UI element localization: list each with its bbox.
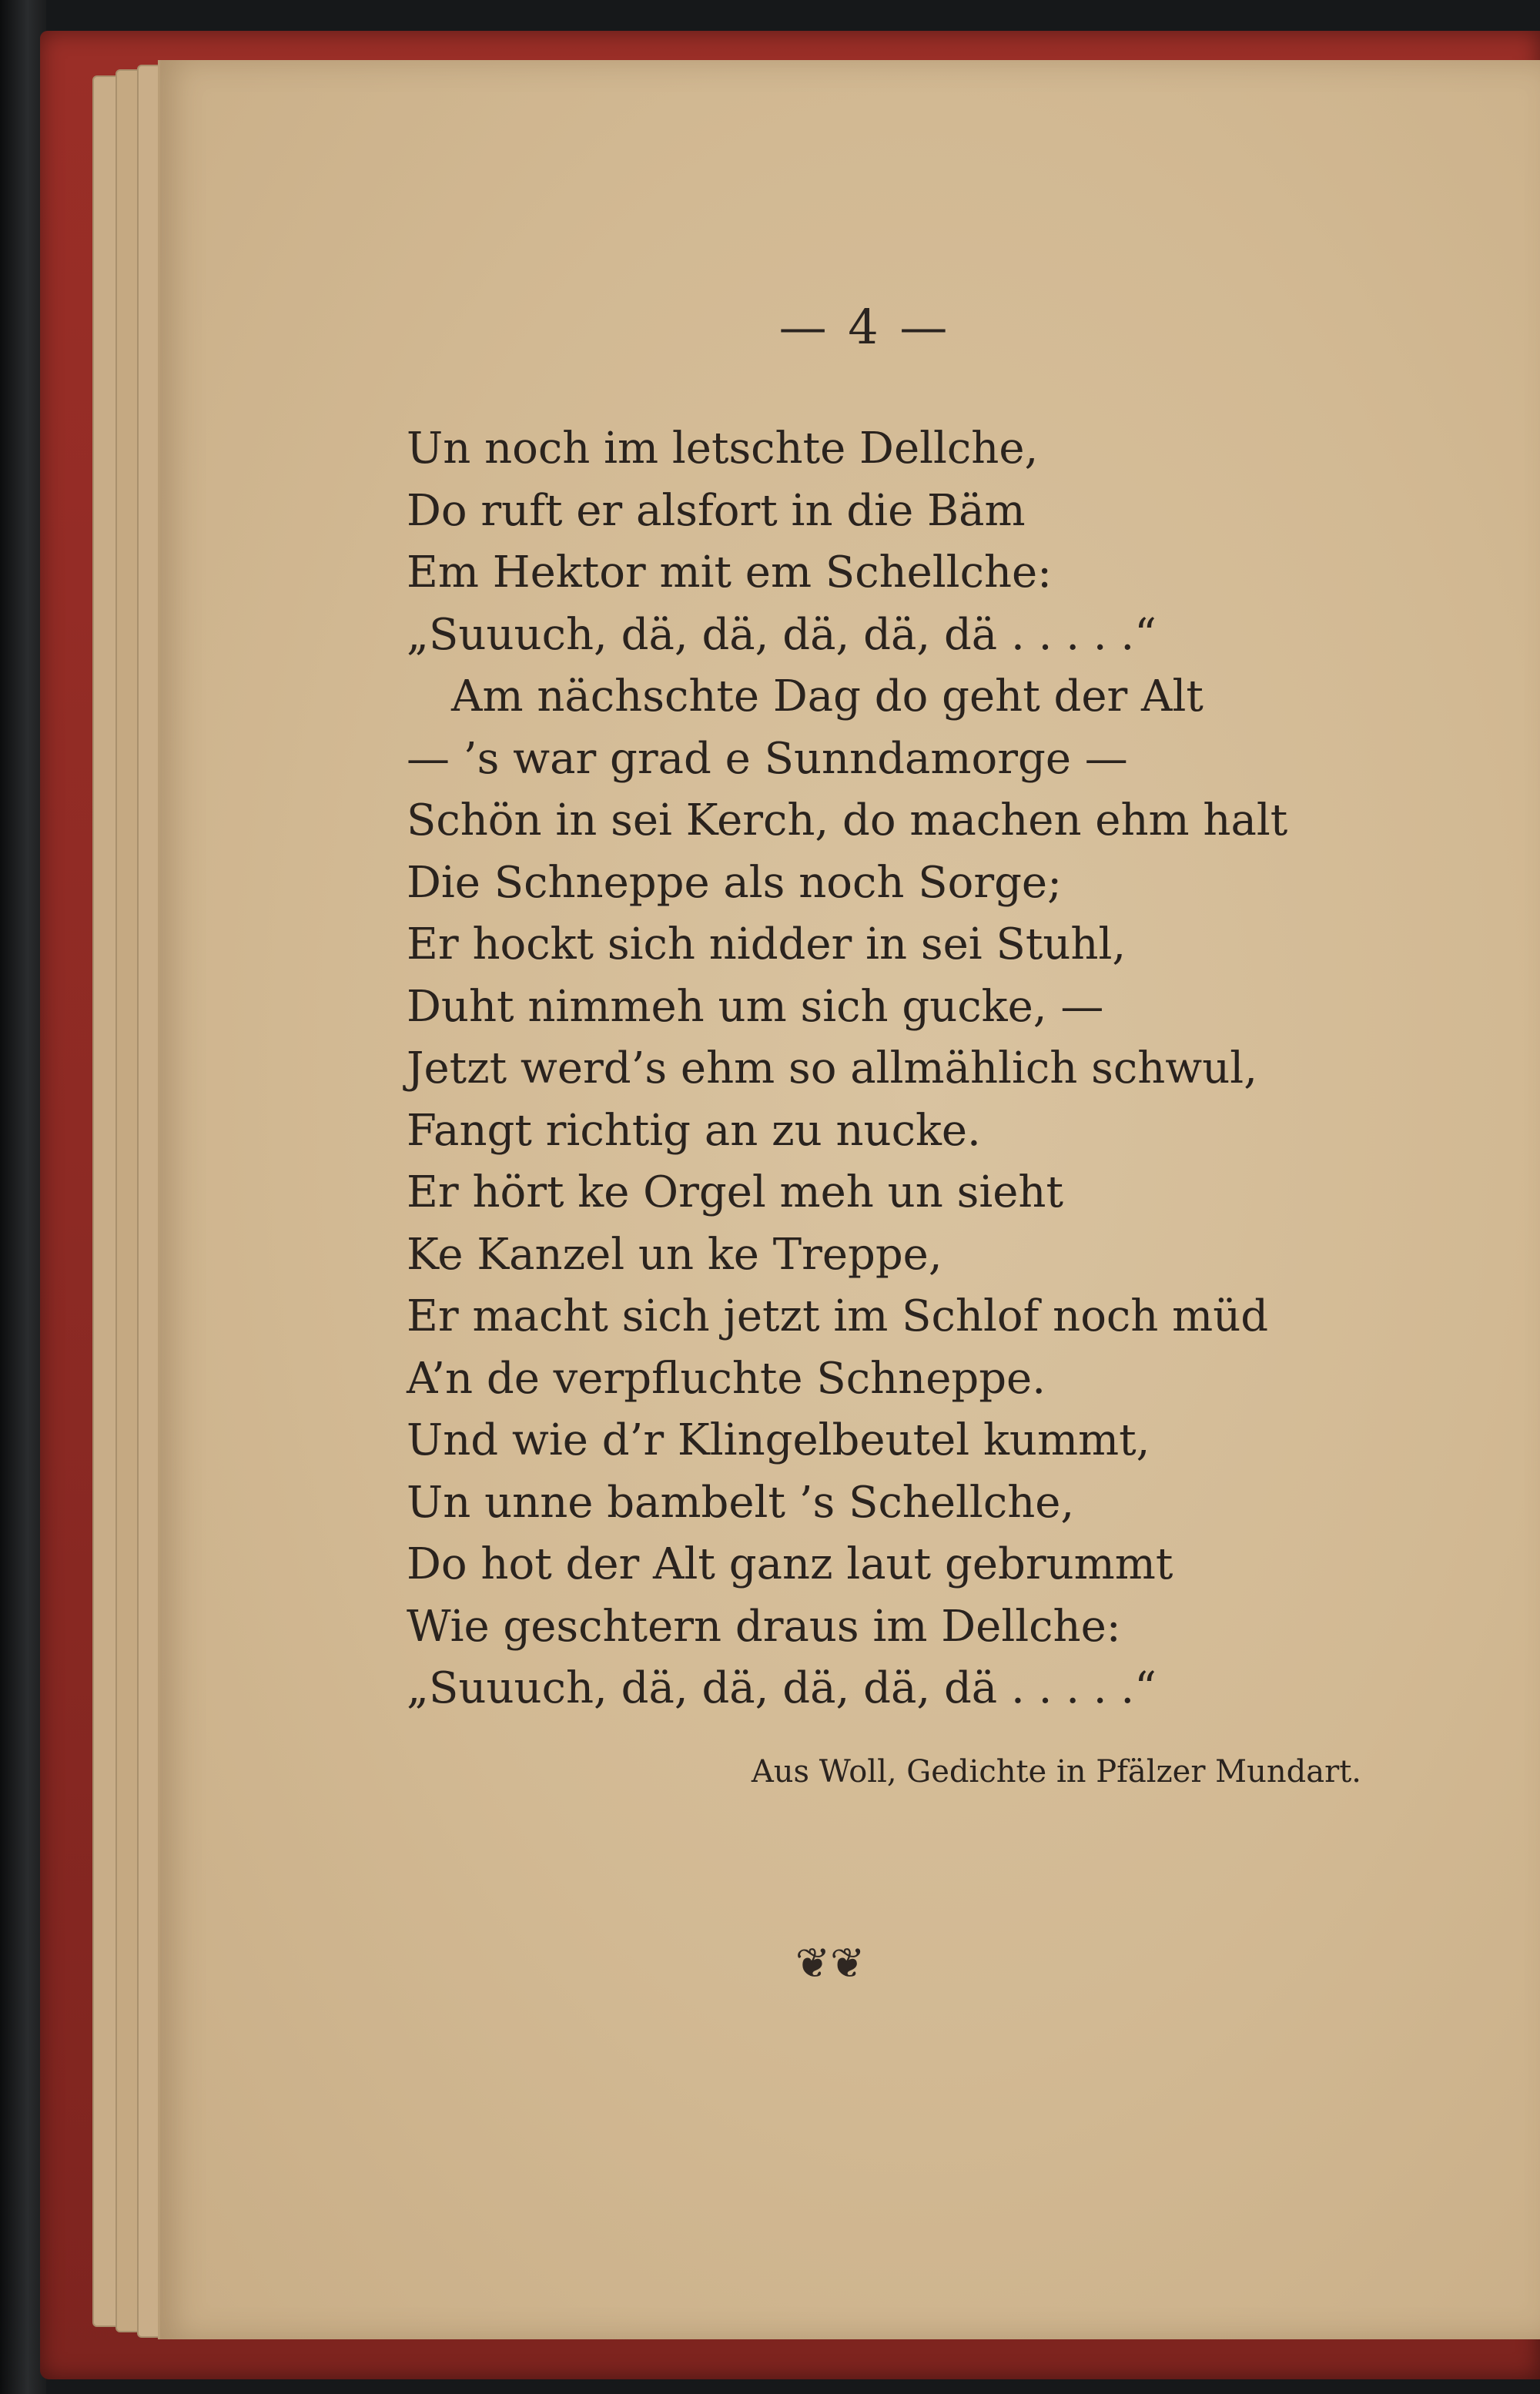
poem-line: „Suuuch, dä, dä, dä, dä, dä . . . . .“: [407, 609, 1157, 660]
poem-line: Am nächschte Dag do geht der Alt: [451, 671, 1204, 722]
poem-line: Ke Kanzel un ke Treppe,: [407, 1229, 942, 1280]
poem-line: A’n de verpfluchte Schneppe.: [407, 1353, 1046, 1404]
page-number: — 4 —: [778, 299, 951, 355]
poem-line: Und wie d’r Klingelbeutel kummt,: [407, 1415, 1150, 1465]
poem-line: Em Hektor mit em Schellche:: [407, 547, 1053, 598]
poem-line: Er hockt sich nidder in sei Stuhl,: [407, 919, 1127, 969]
poem-line: Schön in sei Kerch, do machen ehm halt: [407, 795, 1288, 845]
poem-line: Er hört ke Orgel meh un sieht: [407, 1167, 1063, 1217]
poem-line: Wie geschtern draus im Dellche:: [407, 1601, 1121, 1652]
poem-line: — ’s war grad e Sunndamorge —: [407, 733, 1128, 784]
background-shelf: [0, 0, 46, 2394]
poem-line: Jetzt werd’s ehm so allmählich schwul,: [407, 1043, 1257, 1093]
poem-line: Duht nimmeh um sich gucke, —: [407, 981, 1104, 1032]
poem-line: Die Schneppe als noch Sorge;: [407, 857, 1062, 908]
poem: [407, 418, 1540, 1720]
poem-line: Do hot der Alt ganz laut gebrummt: [407, 1539, 1173, 1589]
poem-line: Do ruft er alsfort in die Bäm: [407, 485, 1026, 536]
poem-line: „Suuuch, dä, dä, dä, dä, dä . . . . .“: [407, 1663, 1157, 1713]
poem-line: Er macht sich jetzt im Schlof noch müd: [407, 1291, 1269, 1341]
source-attribution: Aus Woll, Gedichte in Pfälzer Mundart.: [751, 1754, 1361, 1790]
poem-line: Un unne bambelt ’s Schellche,: [407, 1477, 1075, 1528]
poem-line: Fangt richtig an zu nucke.: [407, 1105, 981, 1156]
ornament-icon: ❦❦: [795, 1939, 865, 1987]
book-page: [158, 60, 1540, 2339]
poem-line: Un noch im letschte Dellche,: [407, 424, 1039, 474]
